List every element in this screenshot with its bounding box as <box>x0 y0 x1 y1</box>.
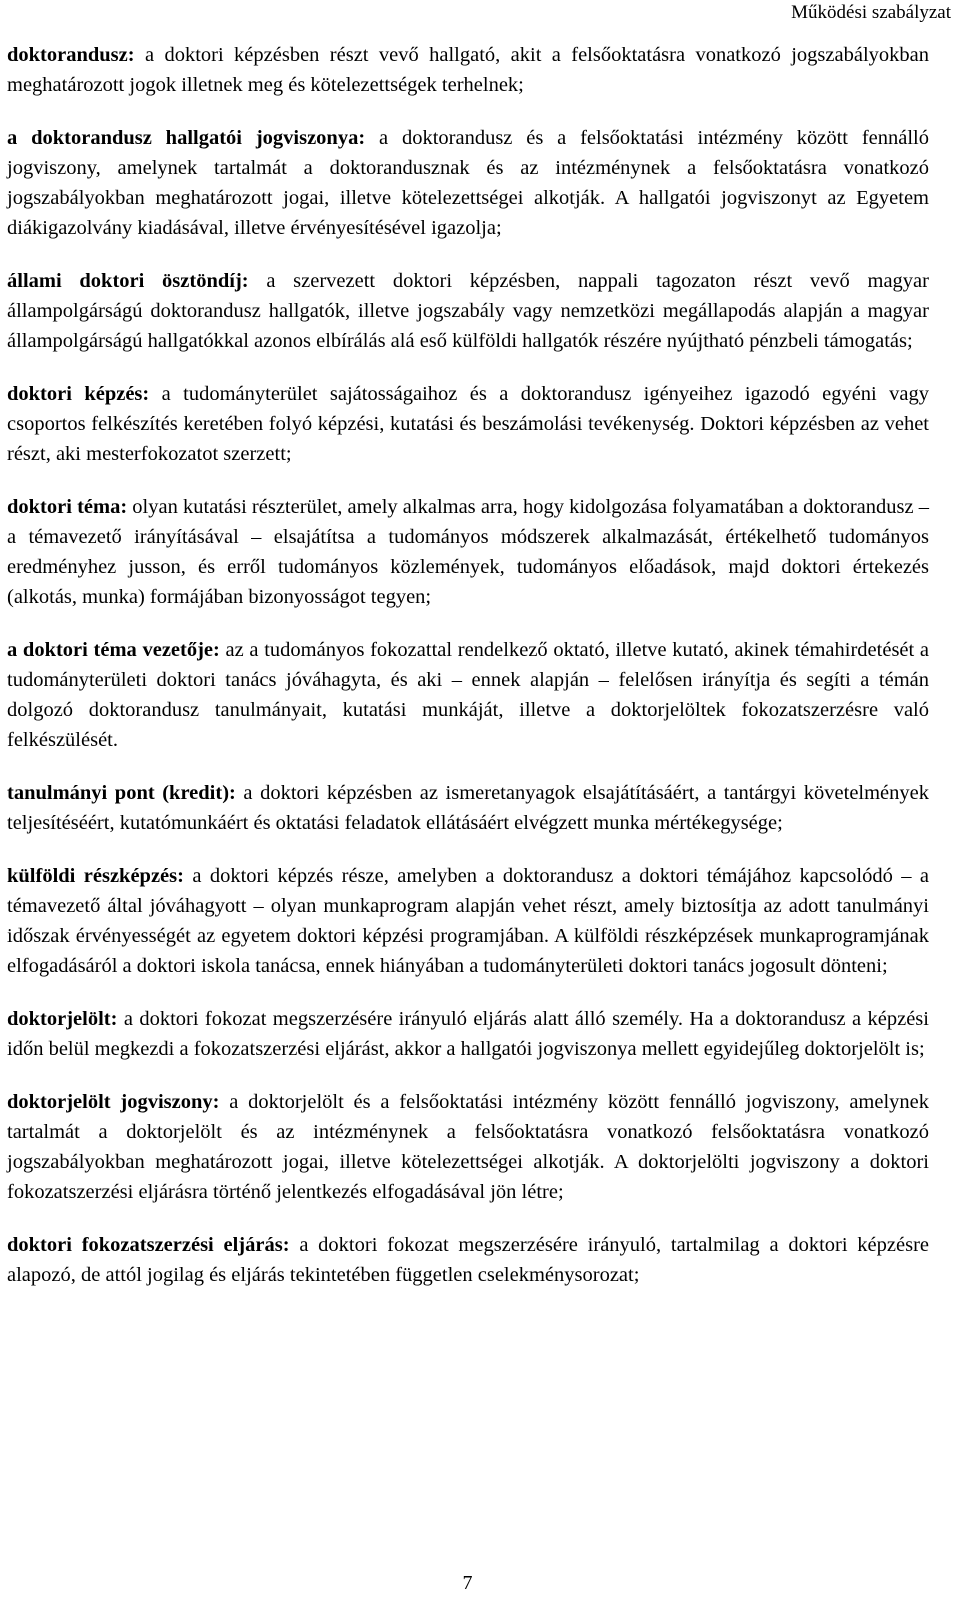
definition-doktorjelolt-jogviszony <box>7 1087 929 1207</box>
definition-doktorjelolt <box>7 1004 929 1064</box>
definition-text: a doktori képzésben az ismeretanyagok elsajátításáért, a tantárgyi követelmények teljesítéséért, kutatómunkáért és oktatási feladatok ellátásáért elvégzett munka mértékegysége; <box>7 782 930 834</box>
definition-term: a doktori téma vezetője: <box>7 639 220 661</box>
definition-text: a doktori fokozat megszerzésére irányuló, tartalmilag a doktori képzésre alapozó, de attól jogilag és eljárás tekintetében független cselekménysorozat; <box>7 1234 930 1286</box>
definition-term: doktori téma: <box>7 496 128 518</box>
definition-term: a doktorandusz hallgatói jogviszonya: <box>7 127 366 149</box>
definition-text: a doktori fokozat megszerzésére irányuló eljárás alatt álló személy. Ha a doktorandusz a képzési időn belül megkezdi a fokozatszerzési eljárást, akkor a hallgatói jogviszonya mellett egyidejűleg doktorjelölt is; <box>7 1008 929 1060</box>
definition-term: doktori fokozatszerzési eljárás: <box>7 1234 290 1256</box>
definition-doktori-tema <box>7 492 929 612</box>
document-header: Működési szabályzat <box>791 2 951 23</box>
definition-doktorandusz <box>7 40 929 100</box>
definition-text: a tudományterület sajátosságaihoz és a doktorandusz igényeihez igazodó egyéni vagy csoportos felkészítés keretében folyó képzési, kutatási és beszámolási tevékenység. Doktori képzésben az vehet részt, aki mesterfokozatot szerzett; <box>7 383 929 465</box>
definition-hallgatoi-jogviszony <box>7 123 929 243</box>
definition-term: doktorjelölt: <box>7 1008 118 1030</box>
page-number: 7 <box>462 1572 473 1594</box>
definition-allami-doktori-osztondij <box>7 266 929 356</box>
definition-fokozatszerzesi-eljaras <box>7 1230 929 1290</box>
definition-term: állami doktori ösztöndíj: <box>7 270 249 292</box>
definition-term: tanulmányi pont (kredit): <box>7 782 236 804</box>
definitions-list <box>7 40 929 1313</box>
definition-doktori-kepzes <box>7 379 929 469</box>
definition-text: a doktorandusz és a felsőoktatási intézmény között fennálló jogviszony, amelynek tartalmát a doktorandusznak és az intézménynek a felsőoktatásra vonatkozó jogszabályokban meghatározott jogai, illetve kötelezettségei alkotják. A hallgatói jogviszonyt az Egyetem diákigazolvány kiadásával, illetve érvényesítésével igazolja; <box>7 127 929 239</box>
definition-term: doktori képzés: <box>7 383 150 405</box>
definition-term: doktorjelölt jogviszony: <box>7 1091 220 1113</box>
definition-text: olyan kutatási részterület, amely alkalmas arra, hogy kidolgozása folyamatában a doktorandusz – a témavezető irányításával – elsajátítsa a tudományos módszerek alkalmazását, értékelhető tudományos eredményhez jusson, és erről tudományos közlemények, tudományos előadások, majd doktori értekezés (alkotás, munka) formájában bizonyosságot tegyen; <box>7 496 929 608</box>
definition-kulfoldi-reszkepzes <box>7 861 929 981</box>
definition-term: külföldi részképzés: <box>7 865 184 887</box>
definition-text: a szervezett doktori képzésben, nappali tagozaton részt vevő magyar állampolgárságú doktorandusz hallgatók, illetve jogszabály vagy nemzetközi megállapodás alapján a magyar állampolgárságú hallgatókkal azonos elbírálás alá eső külföldi hallgatók részére nyújtható pénzbeli támogatás; <box>7 270 929 352</box>
definition-text: a doktorjelölt és a felsőoktatási intézmény között fennálló jogviszony, amelynek tartalmát a doktorjelölt és az intézménynek a felsőoktatásra vonatkozó felsőoktatásra vonatkozó jogszabályokban meghatározott jogai, illetve kötelezettségei alkotják. A doktorjelölti jogviszony a doktori fokozatszerzési eljárásra történő jelentkezés elfogadásával jön létre; <box>7 1091 930 1203</box>
definition-tema-vezetoje <box>7 635 929 755</box>
definition-text: a doktori képzés része, amelyben a doktorandusz a doktori témájához kapcsolódó – a témavezető által jóváhagyott – olyan munkaprogram alapján vehet részt, amely biztosítja az adott tanulmányi időszak érvényességét az egyetem doktori képzési programjában. A külföldi részképzések munkaprogramjának elfogadásáról a doktori iskola tanácsa, ennek hiányában a tudományterületi doktori tanács jogosult dönteni; <box>7 865 929 977</box>
definition-term: doktorandusz: <box>7 44 135 66</box>
definition-tanulmanyi-pont <box>7 778 929 838</box>
definition-text: az a tudományos fokozattal rendelkező oktató, illetve kutató, akinek témahirdetését a tudományterületi doktori tanács jóváhagyta, és aki – ennek alapján – felelősen irányítja és segíti a témán dolgozó doktorandusz tanulmányait, kutatási munkáját, illetve a doktorjelöltek fokozatszerzésre való felkészülését. <box>7 639 929 751</box>
definition-text: a doktori képzésben részt vevő hallgató, akit a felsőoktatásra vonatkozó jogszabályokban meghatározott jogok illetnek meg és kötelezettségek terhelnek; <box>7 44 929 96</box>
